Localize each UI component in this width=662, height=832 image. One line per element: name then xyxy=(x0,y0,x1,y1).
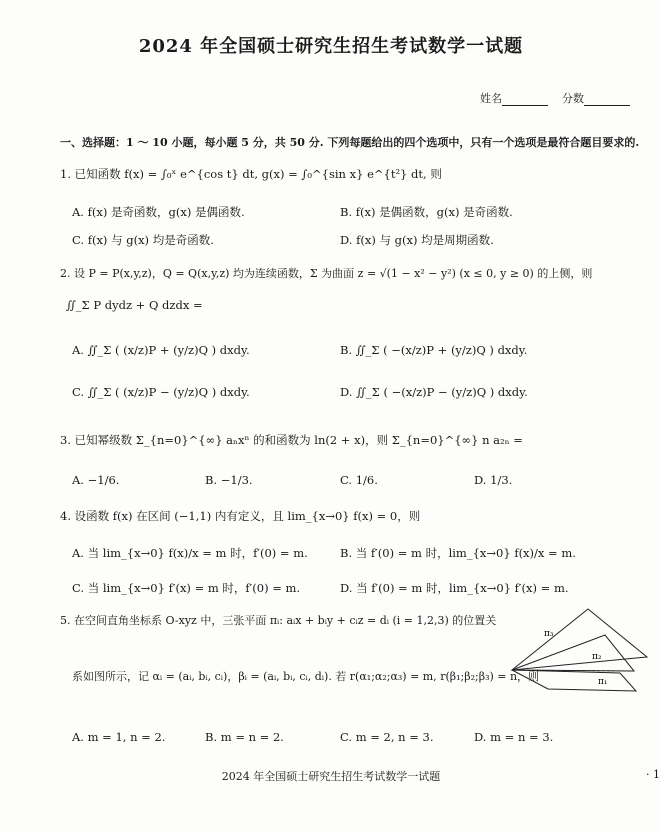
name-blank xyxy=(502,94,548,106)
q3-option-b: B. −1/3. xyxy=(205,473,253,487)
q1-option-b: B. f(x) 是偶函数，g(x) 是奇函数. xyxy=(340,205,513,219)
q4-option-c: C. 当 lim_{x→0} f′(x) = m 时，f′(0) = m. xyxy=(72,581,301,595)
q3-option-a: A. −1/6. xyxy=(72,473,120,487)
q2-stem: 2. 设 P = P(x,y,z)，Q = Q(x,y,z) 均为连续函数，Σ 为曲面 z = √(1 − x² − y²) (x ≤ 0, y ≥ 0) 的上侧，则 xyxy=(60,267,593,280)
q2-option-c: C. ∬_Σ ( (x/z)P − (y/z)Q ) dxdy. xyxy=(72,385,250,399)
q5-stem-line2: 系如图所示，记 αᵢ = (aᵢ, bᵢ, cᵢ)，βᵢ = (aᵢ, bᵢ, cᵢ, dᵢ). 若 r(α₁;α₂;α₃) = m, r(β₁;β₂;β₃) = n，则 xyxy=(72,670,540,683)
q5-option-a: A. m = 1, n = 2. xyxy=(72,730,166,744)
plane-pi2 xyxy=(512,635,634,671)
plane-pi1 xyxy=(512,670,636,691)
label-pi3: π₃ xyxy=(544,629,554,639)
section-heading: 一、选择题：1 ～ 10 小题，每小题 5 分，共 50 分. 下列每题给出的四个选项中，只有一个选项是最符合题目要求的. xyxy=(60,136,640,149)
q4-stem: 4. 设函数 f(x) 在区间 (−1,1) 内有定义，且 lim_{x→0} f(x) = 0，则 xyxy=(60,509,421,523)
q2-integral: ∬_Σ P dydz + Q dzdx = xyxy=(66,298,203,312)
page-title: 2024 年全国硕士研究生招生考试数学一试题 xyxy=(138,36,524,57)
page-footer: 2024 年全国硕士研究生招生考试数学一试题 xyxy=(221,770,441,783)
q3-option-d: D. 1/3. xyxy=(474,473,513,487)
q1-option-a: A. f(x) 是奇函数，g(x) 是偶函数. xyxy=(72,205,245,219)
q5-option-c: C. m = 2, n = 3. xyxy=(340,730,434,744)
page-number: · 1 xyxy=(646,768,660,781)
q2-option-d: D. ∬_Σ ( −(x/z)P − (y/z)Q ) dxdy. xyxy=(340,385,528,399)
q3-option-c: C. 1/6. xyxy=(340,473,378,487)
q4-option-a: A. 当 lim_{x→0} f(x)/x = m 时，f′(0) = m. xyxy=(72,546,308,560)
q2-option-b: B. ∬_Σ ( −(x/z)P + (y/z)Q ) dxdy. xyxy=(340,343,528,357)
score-label: 分数 xyxy=(562,92,584,105)
q3-stem: 3. 已知幂级数 Σ_{n=0}^{∞} aₙxⁿ 的和函数为 ln(2 + x)，则 Σ_{n=0}^{∞} n a₂ₙ = xyxy=(60,433,523,447)
q1-option-c: C. f(x) 与 g(x) 均是奇函数. xyxy=(72,233,214,247)
q5-stem-line1: 5. 在空间直角坐标系 O-xyz 中，三张平面 πᵢ: aᵢx + bᵢy + cᵢz = dᵢ (i = 1,2,3) 的位置关 xyxy=(60,614,497,627)
label-pi2: π₂ xyxy=(592,652,602,662)
q4-option-d: D. 当 f′(0) = m 时，lim_{x→0} f′(x) = m. xyxy=(340,581,569,595)
three-planes-figure xyxy=(510,607,650,702)
q2-option-a: A. ∬_Σ ( (x/z)P + (y/z)Q ) dxdy. xyxy=(72,343,250,357)
q1-stem: 1. 已知函数 f(x) = ∫₀ˣ e^{cos t} dt, g(x) = ∫₀^{sin x} e^{t²} dt, 则 xyxy=(60,167,442,181)
name-score-line xyxy=(480,90,630,106)
q5-option-d: D. m = n = 3. xyxy=(474,730,554,744)
q5-option-b: B. m = n = 2. xyxy=(205,730,284,744)
score-blank xyxy=(584,94,630,106)
name-label: 姓名 xyxy=(480,92,502,105)
label-pi1: π₁ xyxy=(598,677,608,687)
plane-pi3 xyxy=(512,609,647,670)
q4-option-b: B. 当 f′(0) = m 时，lim_{x→0} f(x)/x = m. xyxy=(340,546,576,560)
q1-option-d: D. f(x) 与 g(x) 均是周期函数. xyxy=(340,233,494,247)
